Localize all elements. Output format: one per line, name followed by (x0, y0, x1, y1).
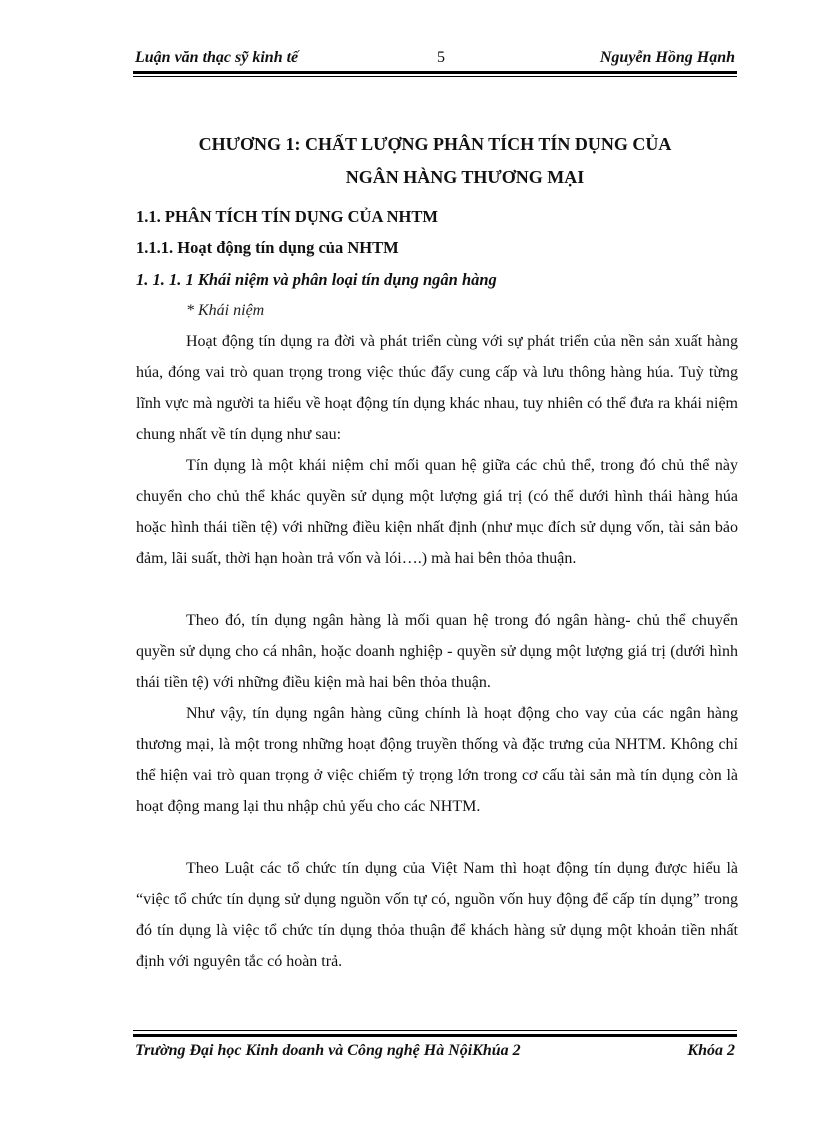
header-author: Nguyễn Hồng Hạnh (599, 49, 735, 66)
paragraph-1: Hoạt động tín dụng ra đời và phát triển cùng với sự phát triển của nền sản xuất hàng húa, đóng vai trò quan trọng trong việc thúc đẩy cung cấp và lưu thông hàng húa. Tuỳ từng lĩnh vực mà người ta hiểu về hoạt động tín dụng khác nhau, tuy nhiên có thể đưa ra khái niệm chung nhất về tín dụng như sau: (136, 333, 738, 443)
paragraph-4: Như vậy, tín dụng ngân hàng cũng chính là hoạt động cho vay của các ngân hàng thương mại, là một trong những hoạt động truyền thống và đặc trưng của NHTM. Không chỉ thể hiện vai trò quan trọng ở việc chiếm tỷ trọng lớn trong cơ cấu tài sản mà tín dụng còn là hoạt động mang lại thu nhập chủ yếu cho các NHTM. (136, 705, 738, 815)
header-rule-thick (133, 71, 737, 74)
header-rule-thin (133, 76, 737, 77)
page-header (133, 47, 737, 73)
subheading-definition: * Khái niệm (186, 302, 265, 319)
page-footer (133, 1040, 737, 1066)
section-heading-1-1-1: 1.1.1. Hoạt động tín dụng của NHTM (136, 238, 399, 257)
page-number: 5 (437, 49, 445, 66)
paragraph-3: Theo đó, tín dụng ngân hàng là mối quan hệ trong đó ngân hàng- chủ thể chuyển quyền sử dụng cho cá nhân, hoặc doanh nghiệp - quyền sử dụng một lượng giá trị (dưới hình thái tiền tệ) với những điều kiện mà hai bên thỏa thuận. (136, 612, 738, 691)
paragraph-2: Tín dụng là một khái niệm chỉ mối quan hệ giữa các chủ thể, trong đó chủ thể này chuyển cho chủ thể khác quyền sử dụng một lượng giá trị (có thể dưới hình thái hàng húa hoặc hình thái tiền tệ) với những điều kiện nhất định (như mục đích sử dụng vốn, tài sản bảo đảm, lãi suất, thời hạn hoàn trả vốn và lói….) mà hai bên thỏa thuận. (136, 457, 738, 567)
chapter-title-line1: CHƯƠNG 1: CHẤT LƯỢNG PHÂN TÍCH TÍN DỤNG CỦA (198, 134, 672, 154)
section-heading-1-1: 1.1. PHÂN TÍCH TÍN DỤNG CỦA NHTM (136, 207, 438, 226)
chapter-title-line2: NGÂN HÀNG THƯƠNG MẠI (345, 167, 585, 187)
footer-rule-thin (133, 1030, 737, 1031)
section-heading-1-1-1-1: 1. 1. 1. 1 Khái niệm và phân loại tín dụng ngân hàng (136, 270, 497, 289)
footer-rule-thick (133, 1034, 737, 1037)
footer-university: Trường Đại học Kinh doanh và Công nghệ Hà NộiKhúa 2 (135, 1042, 521, 1059)
footer-course: Khóa 2 (687, 1042, 735, 1059)
paragraph-5: Theo Luật các tổ chức tín dụng của Việt Nam thì hoạt động tín dụng được hiểu là “việc tổ chức tín dụng sử dụng nguồn vốn tự có, nguồn vốn huy động để cấp tín dụng” trong đó tín dụng là việc tổ chức tín dụng thỏa thuận để khách hàng sử dụng một khoản tiền nhất định với nguyên tắc có hoàn trả. (136, 860, 738, 970)
header-thesis-title: Luận văn thạc sỹ kinh tế (135, 49, 299, 66)
